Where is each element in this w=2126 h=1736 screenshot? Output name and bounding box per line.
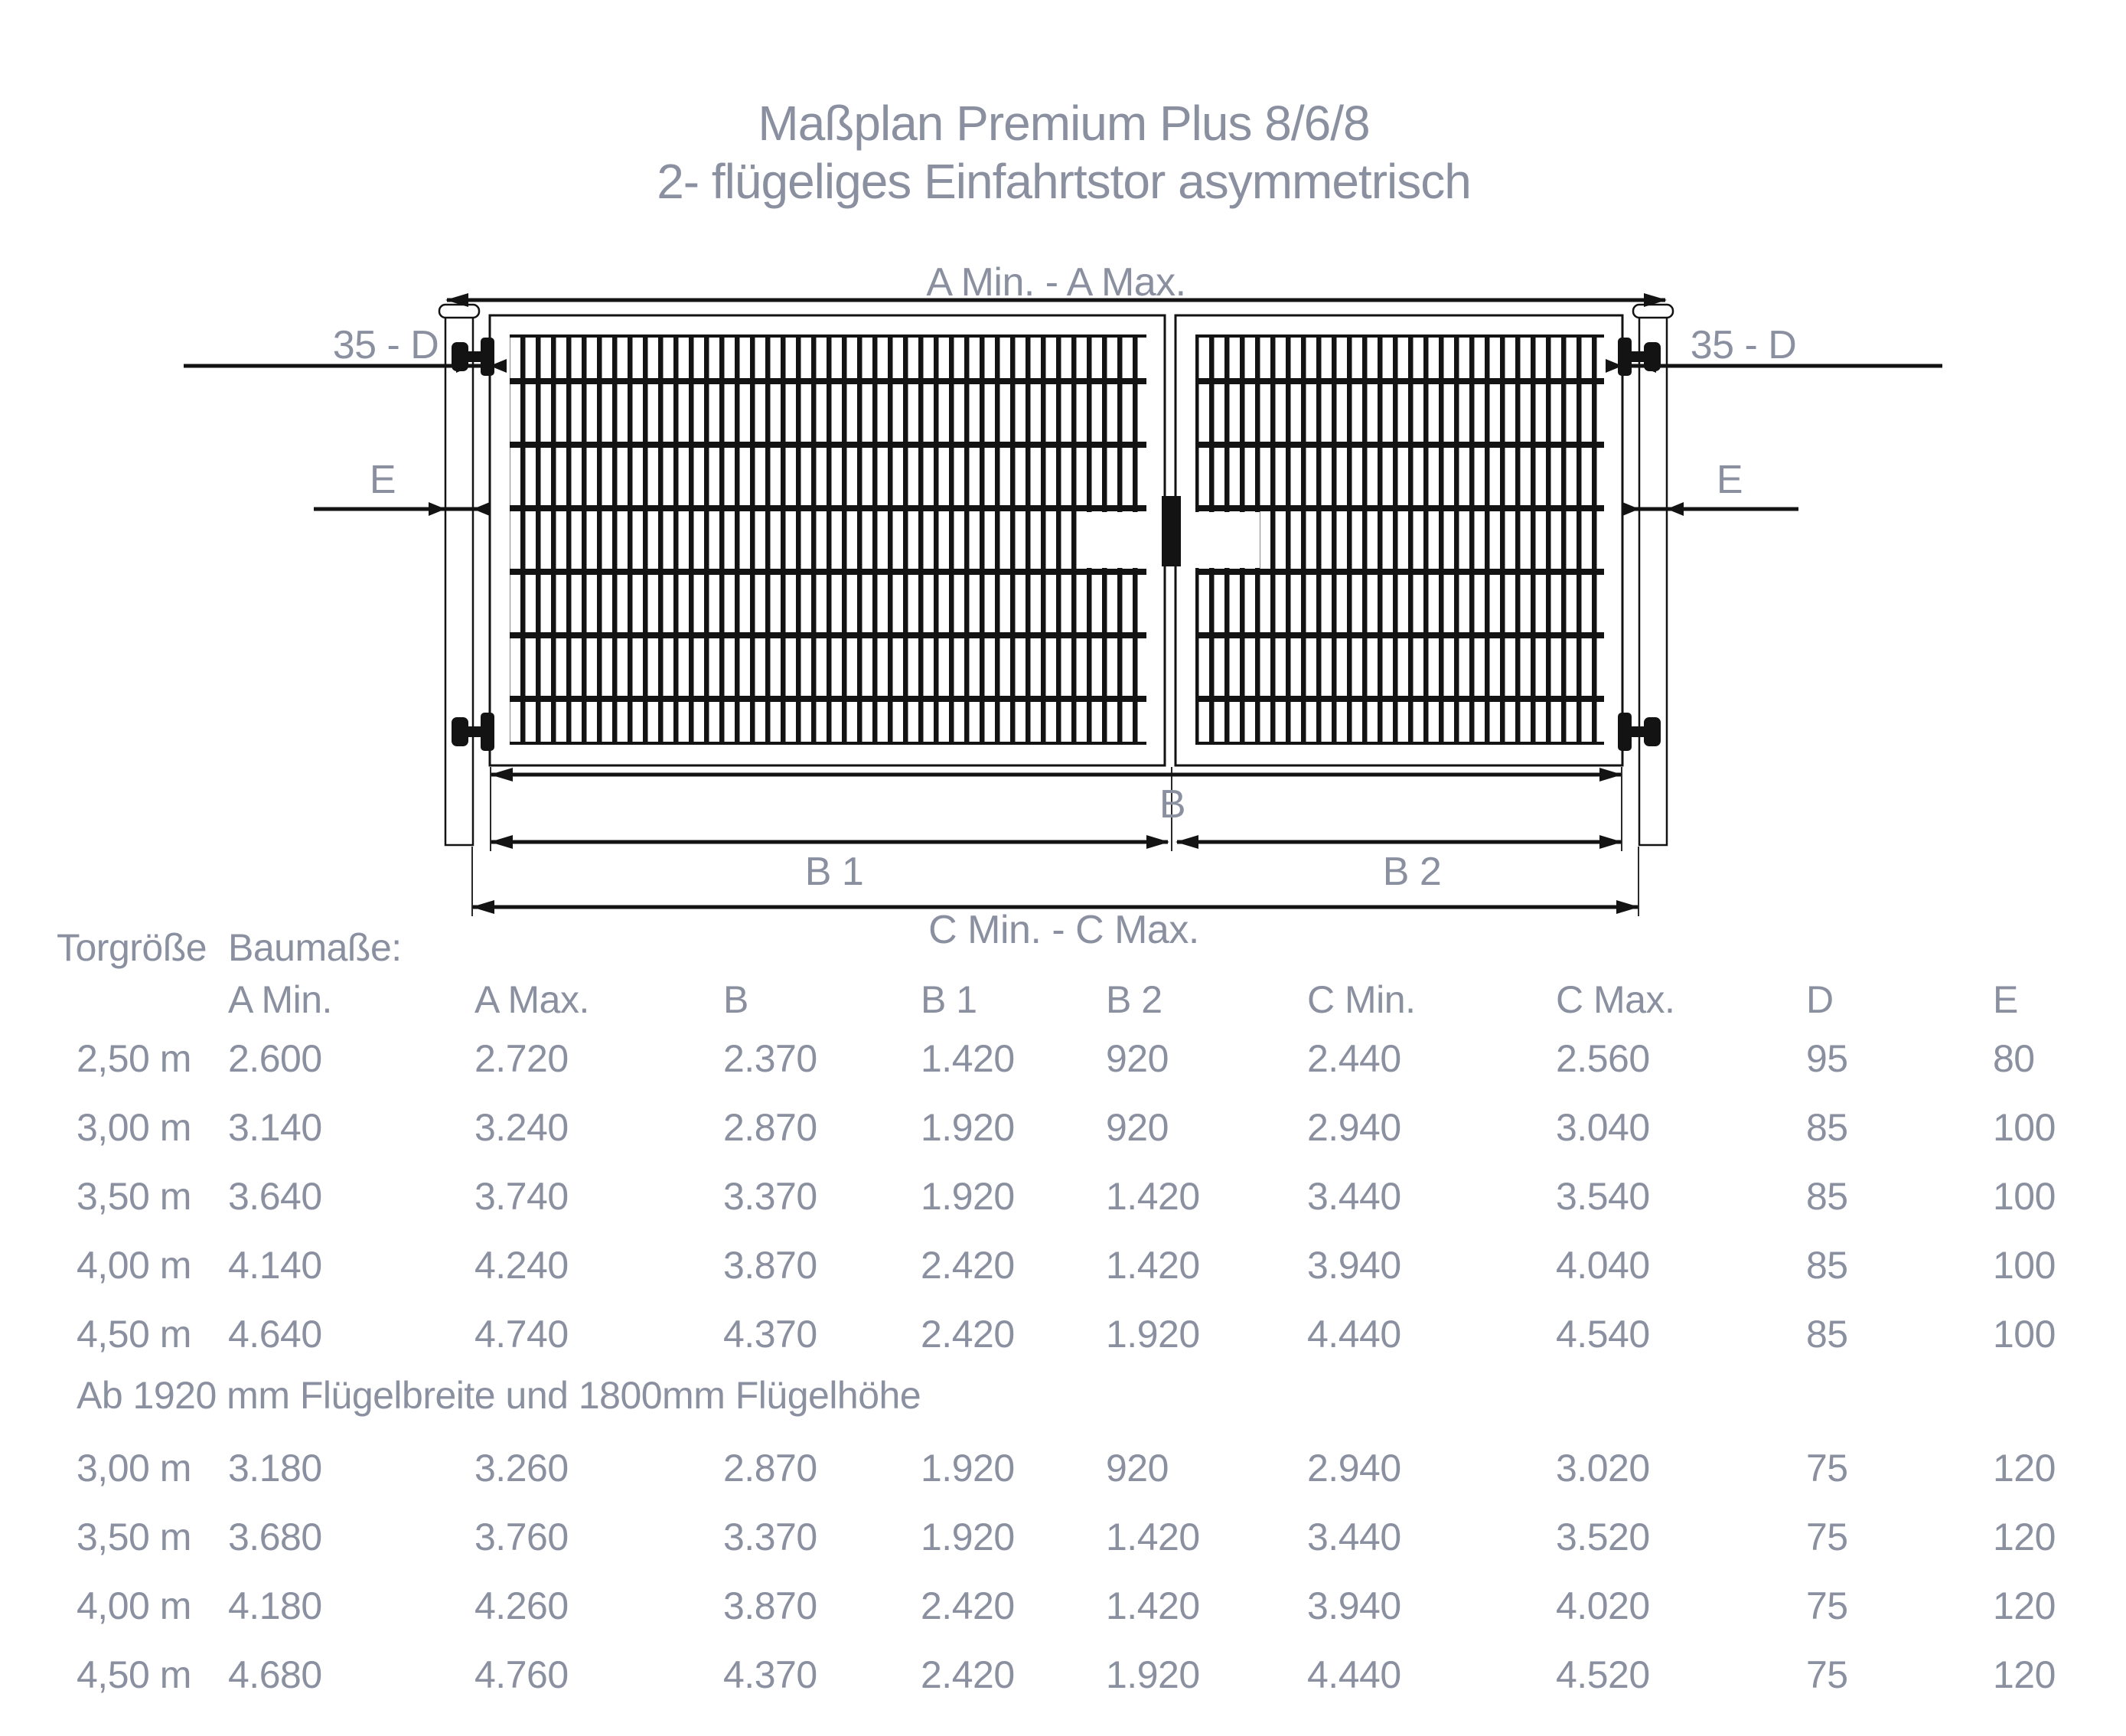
table-cell-s0-r0-c1: 2.720 [474,1037,569,1080]
table-cell-s0-r3-c8: 100 [1993,1244,2056,1287]
table-cell-s1-r1-c4: 1.420 [1106,1516,1200,1558]
row-size-label: 2,50 m [77,1037,191,1080]
dim-label-b1: B 1 [804,850,864,894]
table-cell-s0-r3-c2: 3.870 [723,1244,817,1287]
row-size-label: 3,00 m [77,1447,191,1490]
table-cell-s1-r2-c7: 75 [1806,1584,1848,1627]
page-title: Maßplan Premium Plus 8/6/8 [758,96,1370,151]
column-header-b: B [723,978,748,1021]
table-cell-s1-r2-c0: 4.180 [228,1584,322,1627]
table-measure-group-label: Baumaße: [228,926,402,969]
table-cell-s1-r0-c1: 3.260 [474,1447,569,1490]
table-cell-s0-r2-c2: 3.370 [723,1175,817,1218]
table-cell-s1-r2-c1: 4.260 [474,1584,569,1627]
table-cell-s1-r0-c6: 3.020 [1556,1447,1650,1490]
table-cell-s1-r0-c7: 75 [1806,1447,1848,1490]
table-cell-s0-r4-c4: 1.920 [1106,1313,1200,1356]
table-cell-s0-r4-c1: 4.740 [474,1313,569,1356]
left-gate-wing [490,315,1165,765]
latch-block [1162,496,1181,566]
dim-label-c: C Min. - C Max. [928,908,1199,952]
table-cell-s0-r1-c2: 2.870 [723,1106,817,1149]
table-cell-s1-r1-c0: 3.680 [228,1516,322,1558]
column-header-d: D [1806,978,1834,1021]
column-header-a-max-: A Max. [474,978,589,1021]
table-cell-s1-r3-c6: 4.520 [1556,1653,1650,1696]
section-header: Ab 1920 mm Flügelbreite und 1800mm Flügelhöhe [77,1374,921,1417]
column-header-c-max-: C Max. [1556,978,1675,1021]
row-size-label: 3,50 m [77,1175,191,1218]
table-cell-s0-r0-c8: 80 [1993,1037,2035,1080]
table-cell-s1-r3-c7: 75 [1806,1653,1848,1696]
table-cell-s0-r4-c0: 4.640 [228,1313,322,1356]
dimension-line-b1 [490,835,1169,849]
table-cell-s1-r1-c6: 3.520 [1556,1516,1650,1558]
table-cell-s0-r4-c5: 4.440 [1307,1313,1401,1356]
table-cell-s0-r2-c3: 1.920 [921,1175,1015,1218]
table-cell-s0-r0-c7: 95 [1806,1037,1848,1080]
table-cell-s1-r1-c8: 120 [1993,1516,2056,1558]
row-size-label: 4,00 m [77,1244,191,1287]
table-cell-s0-r2-c6: 3.540 [1556,1175,1650,1218]
dim-label-b: B [1159,782,1186,827]
table-cell-s1-r0-c0: 3.180 [228,1447,322,1490]
row-size-label: 4,00 m [77,1584,191,1627]
dim-label-e-left: E [369,458,396,502]
table-cell-s1-r0-c5: 2.940 [1307,1447,1401,1490]
table-cell-s1-r2-c5: 3.940 [1307,1584,1401,1627]
table-cell-s0-r3-c4: 1.420 [1106,1244,1200,1287]
table-cell-s1-r3-c3: 2.420 [921,1653,1015,1696]
table-cell-s0-r1-c4: 920 [1106,1106,1169,1149]
table-cell-s0-r2-c7: 85 [1806,1175,1848,1218]
table-cell-s1-r2-c6: 4.020 [1556,1584,1650,1627]
table-cell-s1-r1-c7: 75 [1806,1516,1848,1558]
column-header-b-2: B 2 [1106,978,1162,1021]
left-latch-blank [1082,512,1146,568]
right-latch-blank [1195,512,1260,568]
table-cell-s0-r2-c1: 3.740 [474,1175,569,1218]
right-post [1633,305,1673,845]
table-cell-s0-r0-c2: 2.370 [723,1037,817,1080]
table-cell-s1-r0-c3: 1.920 [921,1447,1015,1490]
table-cell-s0-r1-c7: 85 [1806,1106,1848,1149]
table-cell-s0-r3-c5: 3.940 [1307,1244,1401,1287]
dim-label-d-left: 35 - D [332,323,439,367]
dim-label-e-right: E [1716,458,1743,502]
table-cell-s0-r2-c4: 1.420 [1106,1175,1200,1218]
table-cell-s0-r3-c3: 2.420 [921,1244,1015,1287]
row-size-label: 3,00 m [77,1106,191,1149]
table-cell-s0-r1-c8: 100 [1993,1106,2056,1149]
table-cell-s1-r1-c3: 1.920 [921,1516,1015,1558]
column-header-c-min-: C Min. [1307,978,1416,1021]
table-cell-s0-r0-c4: 920 [1106,1037,1169,1080]
table-cell-s1-r1-c5: 3.440 [1307,1516,1401,1558]
table-cell-s0-r4-c3: 2.420 [921,1313,1015,1356]
page-subtitle: 2- flügeliges Einfahrtstor asymmetrisch [657,154,1471,209]
table-cell-s0-r3-c1: 4.240 [474,1244,569,1287]
table-cell-s1-r3-c5: 4.440 [1307,1653,1401,1696]
left-post [439,305,479,845]
table-cell-s1-r2-c2: 3.870 [723,1584,817,1627]
table-cell-s0-r1-c1: 3.240 [474,1106,569,1149]
table-cell-s1-r2-c4: 1.420 [1106,1584,1200,1627]
table-cell-s0-r0-c3: 1.420 [921,1037,1015,1080]
table-cell-s1-r3-c2: 4.370 [723,1653,817,1696]
table-cell-s1-r2-c3: 2.420 [921,1584,1015,1627]
right-gate-wing [1175,315,1622,765]
table-cell-s0-r3-c7: 85 [1806,1244,1848,1287]
table-cell-s1-r3-c0: 4.680 [228,1653,322,1696]
table-cell-s0-r1-c3: 1.920 [921,1106,1015,1149]
table-cell-s0-r4-c7: 85 [1806,1313,1848,1356]
column-header-a-min-: A Min. [228,978,332,1021]
dimension-line-b [490,768,1622,782]
row-size-label: 4,50 m [77,1653,191,1696]
table-cell-s1-r3-c4: 1.920 [1106,1653,1200,1696]
dim-label-d-right: 35 - D [1690,323,1797,367]
table-cell-s1-r1-c2: 3.370 [723,1516,817,1558]
table-cell-s0-r0-c5: 2.440 [1307,1037,1401,1080]
table-cell-s1-r3-c8: 120 [1993,1653,2056,1696]
table-cell-s1-r0-c2: 2.870 [723,1447,817,1490]
table-cell-s0-r2-c5: 3.440 [1307,1175,1401,1218]
dimension-line-b2 [1175,835,1622,849]
dim-label-a: A Min. - A Max. [926,260,1186,305]
table-cell-s1-r0-c8: 120 [1993,1447,2056,1490]
table-cell-s0-r4-c8: 100 [1993,1313,2056,1356]
table-cell-s0-r0-c0: 2.600 [228,1037,322,1080]
column-header-e: E [1993,978,2018,1021]
dim-label-b2: B 2 [1382,850,1442,894]
table-cell-s0-r2-c8: 100 [1993,1175,2056,1218]
column-header-b-1: B 1 [921,978,977,1021]
table-cell-s1-r2-c8: 120 [1993,1584,2056,1627]
table-cell-s0-r0-c6: 2.560 [1556,1037,1650,1080]
table-cell-s0-r3-c0: 4.140 [228,1244,322,1287]
table-cell-s0-r4-c2: 4.370 [723,1313,817,1356]
table-cell-s1-r0-c4: 920 [1106,1447,1169,1490]
table-row-group-label: Torgröße [57,926,207,969]
table-cell-s0-r1-c6: 3.040 [1556,1106,1650,1149]
row-size-label: 3,50 m [77,1516,191,1558]
table-cell-s0-r3-c6: 4.040 [1556,1244,1650,1287]
table-cell-s0-r1-c0: 3.140 [228,1106,322,1149]
table-cell-s0-r4-c6: 4.540 [1556,1313,1650,1356]
table-cell-s1-r3-c1: 4.760 [474,1653,569,1696]
row-size-label: 4,50 m [77,1313,191,1356]
table-cell-s0-r1-c5: 2.940 [1307,1106,1401,1149]
table-cell-s1-r1-c1: 3.760 [474,1516,569,1558]
table-cell-s0-r2-c0: 3.640 [228,1175,322,1218]
